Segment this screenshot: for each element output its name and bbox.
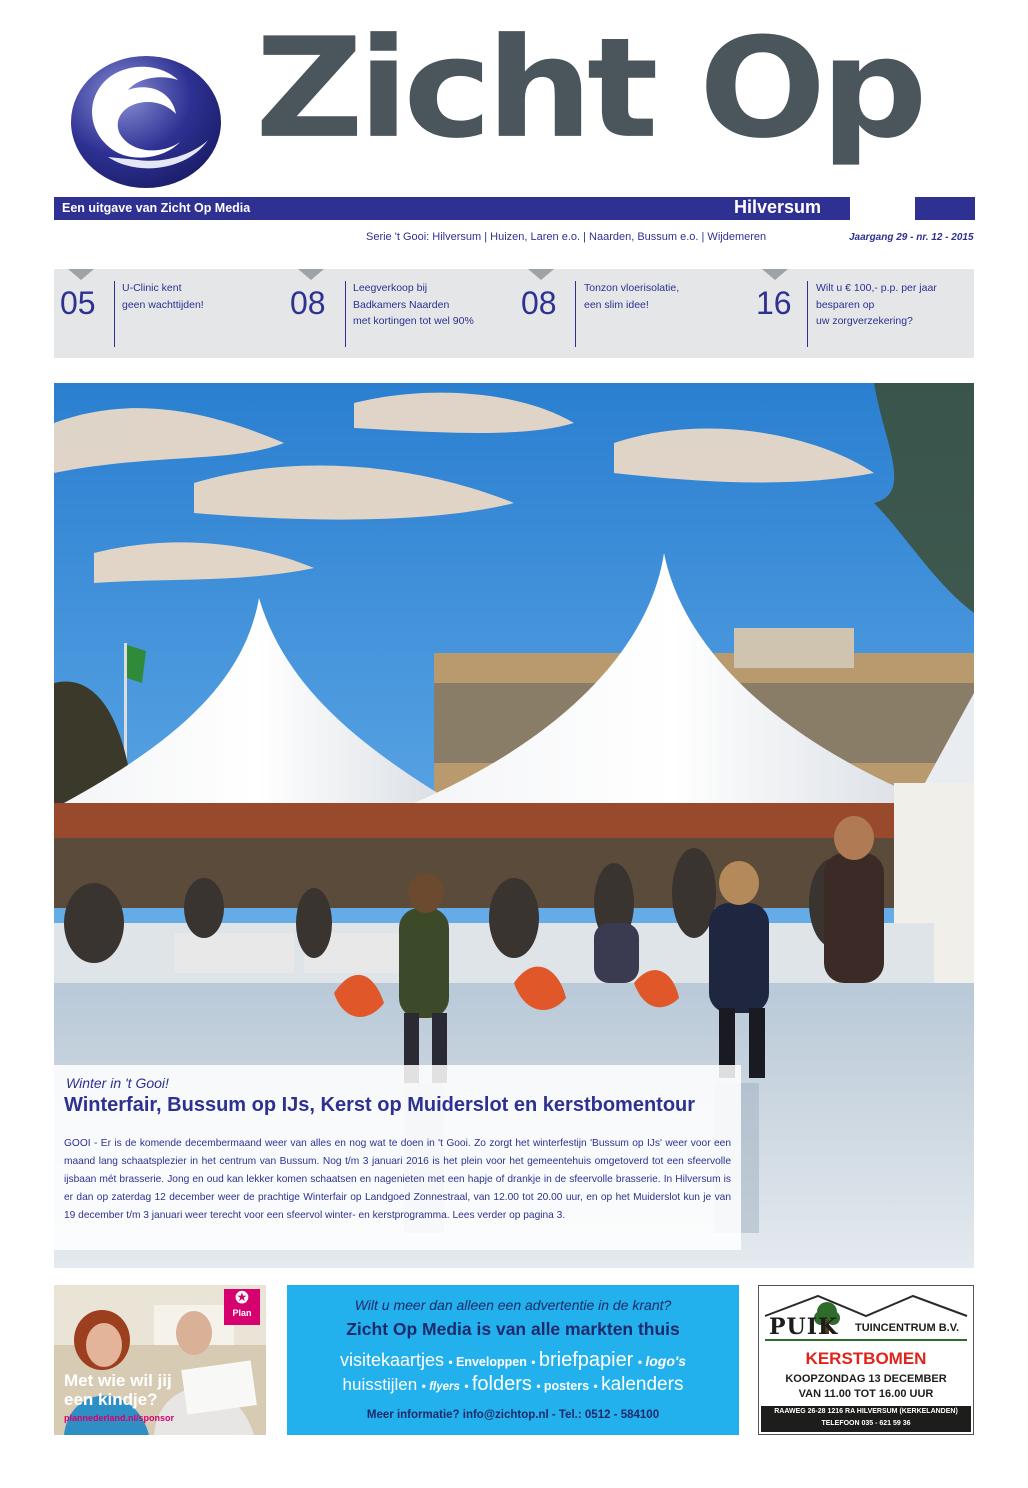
- teaser-text: U-Clinic kent geen wachttijden!: [122, 282, 204, 311]
- publisher-line: Een uitgave van Zicht Op Media: [62, 201, 251, 215]
- masthead-title: Zicht Op: [255, 8, 922, 170]
- teaser-item[interactable]: [514, 269, 744, 358]
- ad-media-contact[interactable]: Meer informatie? info@zichtop.nl - Tel.: 0512 - 584100: [366, 1409, 660, 1421]
- teaser-divider: [807, 281, 808, 347]
- plan-logo: ✪ Plan: [224, 1289, 260, 1325]
- teaser-notch: [528, 269, 554, 280]
- teaser-item[interactable]: [284, 269, 514, 358]
- ad-media-services-row2: huisstijlen • flyers • folders • posters • kalenders: [342, 1373, 684, 1395]
- teaser-notch: [68, 269, 94, 280]
- article-body-text: GOOI - Er is de komende decembermaand weer van alles en nog wat te doen in 't Gooi. Zo zorgt het winterfestijn 'Bussum op IJs' weer voor een maand lang schaatsplezier in het centrum van Bussum. Nog t/m 3 januari 2016 is het plein voor het gemeentehuis omgetoverd tot een sfeervolle ijsbaan mét brasserie. Jong en oud kan lekker komen schaatsen en nagenieten met een hapje of drankje in de sfeervolle brasserie. In Hilversum is er dan op zaterdag 12 december weer de prachtige Winterfair op Landgoed Zonnestraal, van 12.00 tot 20.00 uur, en op het Muiderslot kun je van 19 december t/m 3 januari weer terecht voor een sfeervol winter- en kerstprogramma.: [64, 1138, 731, 1221]
- teaser-page-number: 05: [60, 285, 96, 321]
- ad-media-services-row1: visitekaartjes • Enveloppen • briefpapier • logo's: [339, 1349, 687, 1371]
- plan-logo-icon: ✪: [235, 1290, 249, 1307]
- article-headline[interactable]: Winterfair, Bussum op IJs, Kerst op Muiderslot en kerstbomentour: [64, 1094, 696, 1116]
- ad-media-headline: Zicht Op Media is van alle markten thuis: [346, 1319, 680, 1339]
- teaser-strip: [54, 269, 974, 358]
- ad-media-intro: Wilt u meer dan alleen een advertentie in de krant?: [354, 1297, 672, 1313]
- puik-product: KERSTBOMEN: [805, 1349, 927, 1368]
- teaser-notch: [298, 269, 324, 280]
- teaser-text: Wilt u € 100,- p.p. per jaar besparen op uw zorgverzekering?: [816, 282, 937, 327]
- puik-brand: PUIK: [769, 1314, 839, 1340]
- teaser-text: Tonzon vloerisolatie, een slim idee!: [584, 282, 680, 311]
- article-kicker: Winter in 't Gooi!: [66, 1075, 169, 1091]
- puik-opening: KOOPZONDAG 13 DECEMBER VAN 11.00 TOT 16.00 UUR: [785, 1373, 947, 1400]
- teaser-item[interactable]: [744, 269, 974, 358]
- puik-brand-suffix: TUINCENTRUM B.V.: [855, 1322, 960, 1334]
- ad-plan-headline: Met wie wil jij een kindje?: [64, 1371, 172, 1409]
- read-more-link[interactable]: Lees verder op pagina 3.: [452, 1210, 566, 1221]
- ad-plan-url[interactable]: plannederland.nl/sponsor: [64, 1413, 175, 1423]
- teaser-page-number: 08: [521, 285, 557, 321]
- teaser-item[interactable]: [54, 269, 284, 358]
- ad-puik-tuincentrum[interactable]: [758, 1285, 974, 1435]
- puik-address-bar: RAAWEG 26-28 1216 RA HILVERSUM (KERKELANDEN) TELEFOON 035 - 621 59 36: [761, 1406, 971, 1432]
- edition-name: Hilversum: [734, 197, 822, 217]
- teaser-page-number: 08: [290, 285, 326, 321]
- teaser-divider: [114, 281, 115, 347]
- zicht-op-logo-icon: [68, 52, 223, 192]
- article-body: [64, 1135, 731, 1225]
- teaser-text: Leegverkoop bij Badkamers Naarden met kortingen tot wel 90%: [353, 282, 474, 327]
- teaser-notch: [762, 269, 788, 280]
- issue-info: Jaargang 29 - nr. 12 - 2015: [849, 232, 974, 243]
- masthead-bar-end: [915, 197, 975, 220]
- ad-zicht-op-media[interactable]: [287, 1285, 739, 1435]
- teaser-page-number: 16: [756, 285, 792, 321]
- series-line: Serie 't Gooi: Hilversum | Huizen, Laren e.o. | Naarden, Bussum e.o. | Wijdemeren: [366, 231, 767, 243]
- teaser-divider: [575, 281, 576, 347]
- ad-plan[interactable]: [54, 1285, 266, 1435]
- teaser-divider: [345, 281, 346, 347]
